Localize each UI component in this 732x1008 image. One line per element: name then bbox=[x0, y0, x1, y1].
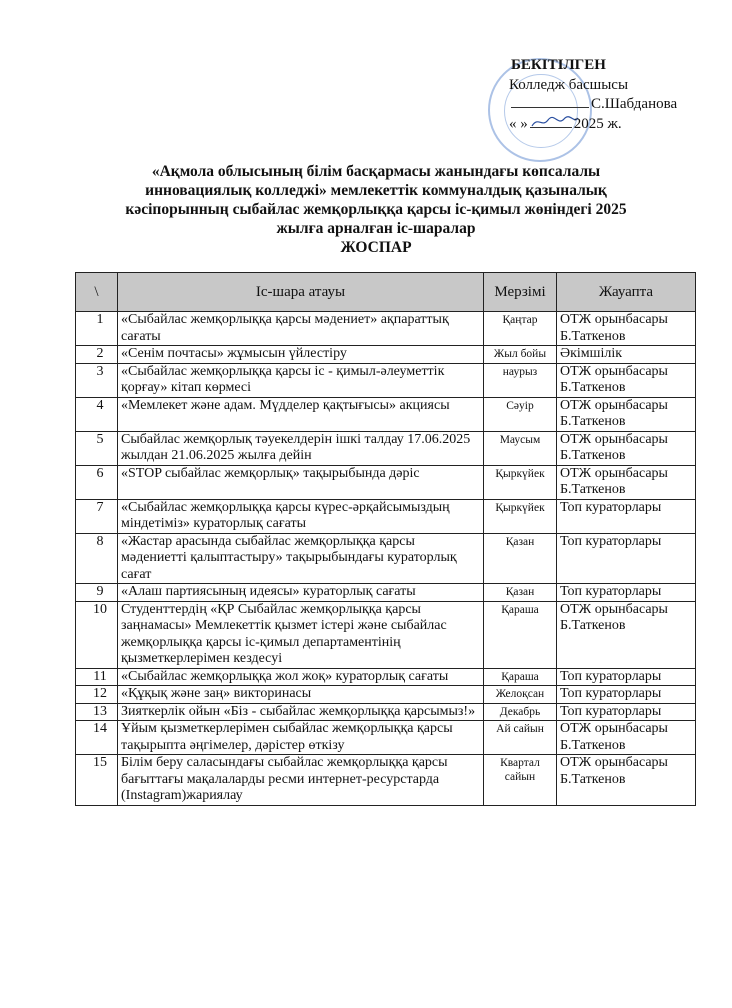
title-line: жылға арналған іс-шаралар bbox=[276, 220, 476, 237]
event-name: Ұйым қызметкерлерімен сыбайлас жемқорлыққа қарсы тақырыпта әңгімелер, дәрістер өткізу bbox=[118, 721, 484, 755]
header-number: \ bbox=[76, 273, 118, 312]
event-responsible: Топ кураторлары bbox=[557, 686, 696, 704]
row-number: 13 bbox=[76, 703, 118, 721]
event-responsible: Топ кураторлары bbox=[557, 668, 696, 686]
approval-date bbox=[509, 115, 677, 135]
event-responsible: ОТЖ орынбасары Б.Таткенов bbox=[557, 312, 696, 346]
events-table bbox=[75, 272, 696, 806]
event-responsible: ОТЖ орынбасары Б.Таткенов bbox=[557, 721, 696, 755]
event-term: Сәуір bbox=[484, 397, 557, 431]
approval-signature-line bbox=[509, 95, 677, 115]
event-name: «Сыбайлас жемқорлыққа қарсы мәдениет» ақпараттық сағаты bbox=[118, 312, 484, 346]
table-row bbox=[76, 703, 696, 721]
date-blank bbox=[530, 127, 572, 128]
event-responsible: ОТЖ орынбасары Б.Таткенов bbox=[557, 465, 696, 499]
event-name: «Мемлекет және адам. Мүдделер қақтығысы» акциясы bbox=[118, 397, 484, 431]
event-term: Қараша bbox=[484, 668, 557, 686]
event-responsible: Топ кураторлары bbox=[557, 584, 696, 602]
event-responsible: Әкімшілік bbox=[557, 346, 696, 364]
row-number: 3 bbox=[76, 363, 118, 397]
event-responsible: ОТЖ орынбасары Б.Таткенов bbox=[557, 601, 696, 668]
event-name: «Сенім почтасы» жұмысын үйлестіру bbox=[118, 346, 484, 364]
event-term: Декабрь bbox=[484, 703, 557, 721]
event-term: Маусым bbox=[484, 431, 557, 465]
event-term: наурыз bbox=[484, 363, 557, 397]
event-name: «Сыбайлас жемқорлыққа жол жоқ» кураторлық сағаты bbox=[118, 668, 484, 686]
row-number: 1 bbox=[76, 312, 118, 346]
table-row bbox=[76, 465, 696, 499]
table-row bbox=[76, 721, 696, 755]
event-name: «STOP сыбайлас жемқорлық» тақырыбында дәріс bbox=[118, 465, 484, 499]
row-number: 11 bbox=[76, 668, 118, 686]
row-number: 12 bbox=[76, 686, 118, 704]
approval-date-year: 2025 ж. bbox=[573, 115, 622, 132]
event-name: «Алаш партиясының идеясы» кураторлық сағаты bbox=[118, 584, 484, 602]
approval-block bbox=[509, 56, 677, 134]
event-responsible: Топ кураторлары bbox=[557, 533, 696, 584]
signature-blank bbox=[511, 107, 589, 108]
event-term: Қазан bbox=[484, 584, 557, 602]
row-number: 15 bbox=[76, 755, 118, 806]
event-term: Қазан bbox=[484, 533, 557, 584]
event-term: Қыркүйек bbox=[484, 465, 557, 499]
event-term: Квартал сайын bbox=[484, 755, 557, 806]
event-responsible: ОТЖ орынбасары Б.Таткенов bbox=[557, 363, 696, 397]
row-number: 6 bbox=[76, 465, 118, 499]
event-responsible: Топ кураторлары bbox=[557, 499, 696, 533]
event-term: Қаңтар bbox=[484, 312, 557, 346]
event-term: Ай сайын bbox=[484, 721, 557, 755]
event-responsible: Топ кураторлары bbox=[557, 703, 696, 721]
row-number: 10 bbox=[76, 601, 118, 668]
table-row bbox=[76, 363, 696, 397]
header-term: Мерзімі bbox=[484, 273, 557, 312]
title-line: кәсіпорынның сыбайлас жемқорлыққа қарсы іс-қимыл жөніндегі 2025 bbox=[125, 201, 627, 218]
event-name: Зияткерлік ойын «Біз - сыбайлас жемқорлыққа қарсымыз!» bbox=[118, 703, 484, 721]
event-name: Студенттердің «ҚР Сыбайлас жемқорлыққа қарсы заңнамасы» Мемлекеттік қызмет істері және сыбайлас жемқорлыққа қарсы іс-қимыл департаментінің қызметкерлерімен кездесуі bbox=[118, 601, 484, 668]
event-name: Сыбайлас жемқорлық тәуекелдерін ішкі талдау 17.06.2025 жылдан 21.06.2025 жылға дейін bbox=[118, 431, 484, 465]
table-row bbox=[76, 397, 696, 431]
event-term: Қараша bbox=[484, 601, 557, 668]
event-term: Желоқсан bbox=[484, 686, 557, 704]
table-row bbox=[76, 601, 696, 668]
event-responsible: ОТЖ орынбасары Б.Таткенов bbox=[557, 431, 696, 465]
event-responsible: ОТЖ орынбасары Б.Таткенов bbox=[557, 755, 696, 806]
table-row bbox=[76, 346, 696, 364]
row-number: 4 bbox=[76, 397, 118, 431]
event-term: Қыркүйек bbox=[484, 499, 557, 533]
event-term: Жыл бойы bbox=[484, 346, 557, 364]
event-name: «Құқық және заң» викторинасы bbox=[118, 686, 484, 704]
table-body bbox=[76, 312, 696, 806]
table-row bbox=[76, 584, 696, 602]
table-row bbox=[76, 686, 696, 704]
header-event-name: Іс-шара атауы bbox=[118, 273, 484, 312]
table-row bbox=[76, 312, 696, 346]
event-name: «Жастар арасында сыбайлас жемқорлыққа қарсы мәдениетті қалыптастыру» тақырыбындағы кураторлық сағат bbox=[118, 533, 484, 584]
row-number: 7 bbox=[76, 499, 118, 533]
row-number: 14 bbox=[76, 721, 118, 755]
row-number: 2 bbox=[76, 346, 118, 364]
table-row bbox=[76, 431, 696, 465]
document-title bbox=[80, 162, 672, 257]
row-number: 9 bbox=[76, 584, 118, 602]
table-row bbox=[76, 499, 696, 533]
row-number: 8 bbox=[76, 533, 118, 584]
title-line: «Ақмола облысының білім басқармасы жанындағы көпсалалы bbox=[151, 163, 601, 180]
approval-date-prefix: « » bbox=[509, 115, 528, 132]
approval-name: С.Шабданова bbox=[591, 96, 678, 112]
event-name: «Сыбайлас жемқорлыққа қарсы күрес-әрқайсымыздың міндетіміз» кураторлық сағаты bbox=[118, 499, 484, 533]
plan-heading: ЖОСПАР bbox=[340, 239, 412, 256]
title-line: инновациялық колледжі» мемлекеттік коммуналдық қазыналық bbox=[145, 182, 607, 199]
row-number: 5 bbox=[76, 431, 118, 465]
approval-title: БЕКІТІЛГЕН bbox=[511, 57, 606, 73]
table-row bbox=[76, 755, 696, 806]
header-responsible: Жауапта bbox=[557, 273, 696, 312]
event-name: Білім беру саласындағы сыбайлас жемқорлыққа қарсы бағыттағы мақалаларды ресми интернет-ресурстарда (Instagram)жариялау bbox=[118, 755, 484, 806]
table-header-row bbox=[76, 273, 696, 312]
event-name: «Сыбайлас жемқорлыққа қарсы іс - қимыл-әлеуметтік қорғау» кітап көрмесі bbox=[118, 363, 484, 397]
approval-position: Колледж басшысы bbox=[509, 76, 629, 93]
table-row bbox=[76, 668, 696, 686]
table-row bbox=[76, 533, 696, 584]
event-responsible: ОТЖ орынбасары Б.Таткенов bbox=[557, 397, 696, 431]
